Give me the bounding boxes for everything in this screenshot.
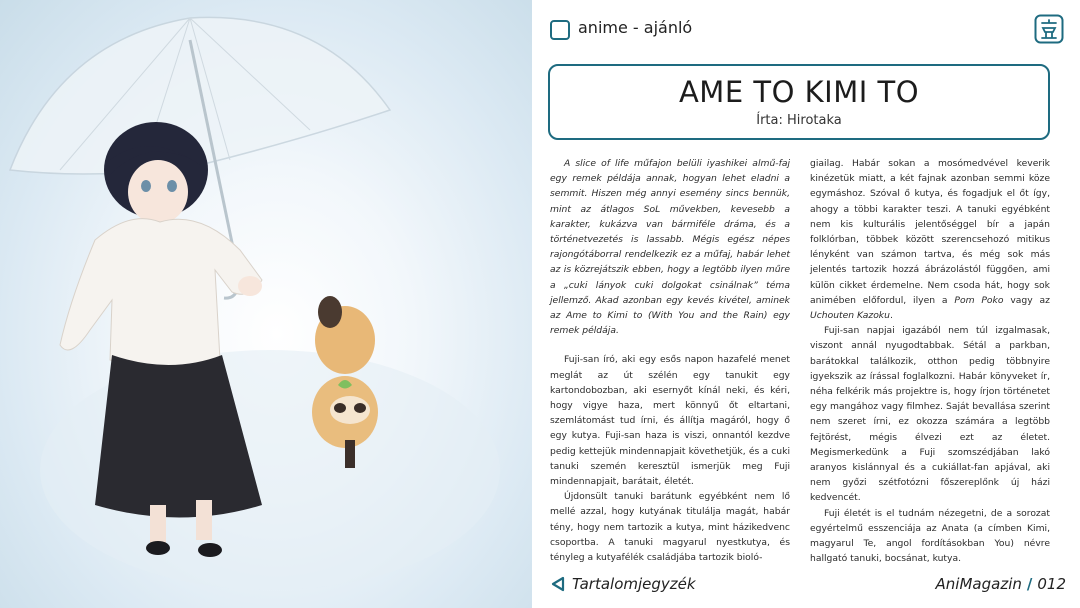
article-column-right — [810, 156, 1050, 566]
article-author: Írta: Hirotaka — [756, 113, 842, 128]
page-footer — [936, 575, 1066, 593]
toc-label: Tartalomjegyzék — [572, 575, 696, 593]
magazine-name: AniMagazin — [935, 575, 1022, 593]
body-paragraph — [810, 156, 1050, 323]
body-paragraph: Fuji életét is el tudnám nézegetni, de a sorozat egyértelmű esszenciája az Anata (a címben Kimi, magyarul Te, angol fordításokban You) névre hallgató tanuki, bocsánat, kutya. — [810, 507, 1050, 565]
intro-paragraph: A slice of life műfajon belüli iyashikei almű-faj egy remek példája annak, hogyan lehet eladni a semmit. Hiszen még annyi esemény sincs bennük, mint az átlagos SoL művekben, kevesebb a karakter, kukázva van bármiféle dráma, és a történetvezetés is lassabb. Mégis egész népes rajongótáborral rendelkezik ez a műfaj, habár lehet az is közrejátszik ebben, hogy a legtöbb ilyen műre a „cuki lányok cuki dolgokat csinálnak” téma jellemző. Akad azonban egy kevés kivétel, aminek az Ame to Kimi to (With You and the Rain) egy remek példája. — [550, 158, 790, 337]
article-page — [532, 0, 1080, 608]
cover-illustration — [0, 0, 532, 608]
text-run: vagy az — [1003, 294, 1051, 306]
body-paragraph: Fuji-san író, aki egy esős napon hazafelé menet meglát az út szélén egy tanukit egy kartondobozban, aki esernyőt kínál neki, és kéri, hogy vigye haza, mert könnyű őt eltartani, szemlátomást tud írni, és állítja magáról, hogy ő egy kutya. Fuji-san haza is viszi, onnantól kezdve pedig kettejük mindennapjait követhetjük, és a cuki tanuki szemén keresztül ismerjük meg Fuji mindennapjait, barátait, életét. — [550, 354, 790, 488]
square-badge-icon — [550, 20, 570, 40]
triangle-left-icon — [550, 576, 566, 592]
woman-with-umbrella-and-tanuki-illustration — [0, 0, 532, 608]
table-of-contents-link[interactable] — [550, 575, 696, 593]
title-reference: Uchouten Kazoku — [810, 310, 890, 322]
article-title: AME TO KIMI TO — [678, 75, 920, 109]
animagazin-logo-icon[interactable] — [1034, 14, 1064, 44]
body-paragraph: Újdonsült tanuki barátunk egyébként nem lő mellé azzal, hogy kutyának titulálja magát, habár tény, hogy nem tartozik a kutya, mint házikedvenc csoportba. A tanuki magyarul nyestkutya, és tényleg a kutyafélék családjába tartozik bioló- — [550, 491, 790, 564]
footer-separator: / — [1026, 575, 1033, 593]
title-reference: Pom Poko — [954, 294, 1004, 306]
body-paragraph: Fuji-san napjai igazából nem túl izgalmasak, viszont annál nyugodtabbak. Sétál a parkban, barátokkal találkozik, otthon pedig többnyire igyekszik az írással foglalkozni. Habár könyveket ír, néha felkérik más projektre is, hogy írjon történetet egy mangához vagy filmhez. Saját bevallása szerint nem szeret írni, ez okozza számára a legtöbb fejtörést, mégis élvezi ezt az életet. Megismerkedünk a Fuji szomszédjában lakó aranyos kislánnyal és a cukiállat-fan apjával, aki nem győzi szétfotózni főszereplőnk új házi kedvencét. — [810, 325, 1050, 504]
text-run: . — [889, 310, 893, 322]
page-number: 012 — [1037, 575, 1066, 593]
text-run: giailag. Habár sokan a mosómedvével keverik kinézetük miatt, a két fajnak azonban semmi köze egymáshoz. Szóval ő kutya, és fogadjuk el őt így, ahogy a többi karakter teszi. A tanuki egyébként nem kis kulturális jelentőséggel bír a japán folklórban, többek között szerencsehozó mitikus lényként van számon tartva, és még sok más jelentés tartozik hozzá ábrázolástól függően, ami külön cikket érdemelne. Nem csoda hát, hogy sok animében előfordul, ilyen a — [810, 158, 1050, 306]
section-label: anime - ajánló — [578, 18, 693, 37]
title-box — [548, 64, 1050, 140]
article-column-left — [550, 156, 790, 565]
